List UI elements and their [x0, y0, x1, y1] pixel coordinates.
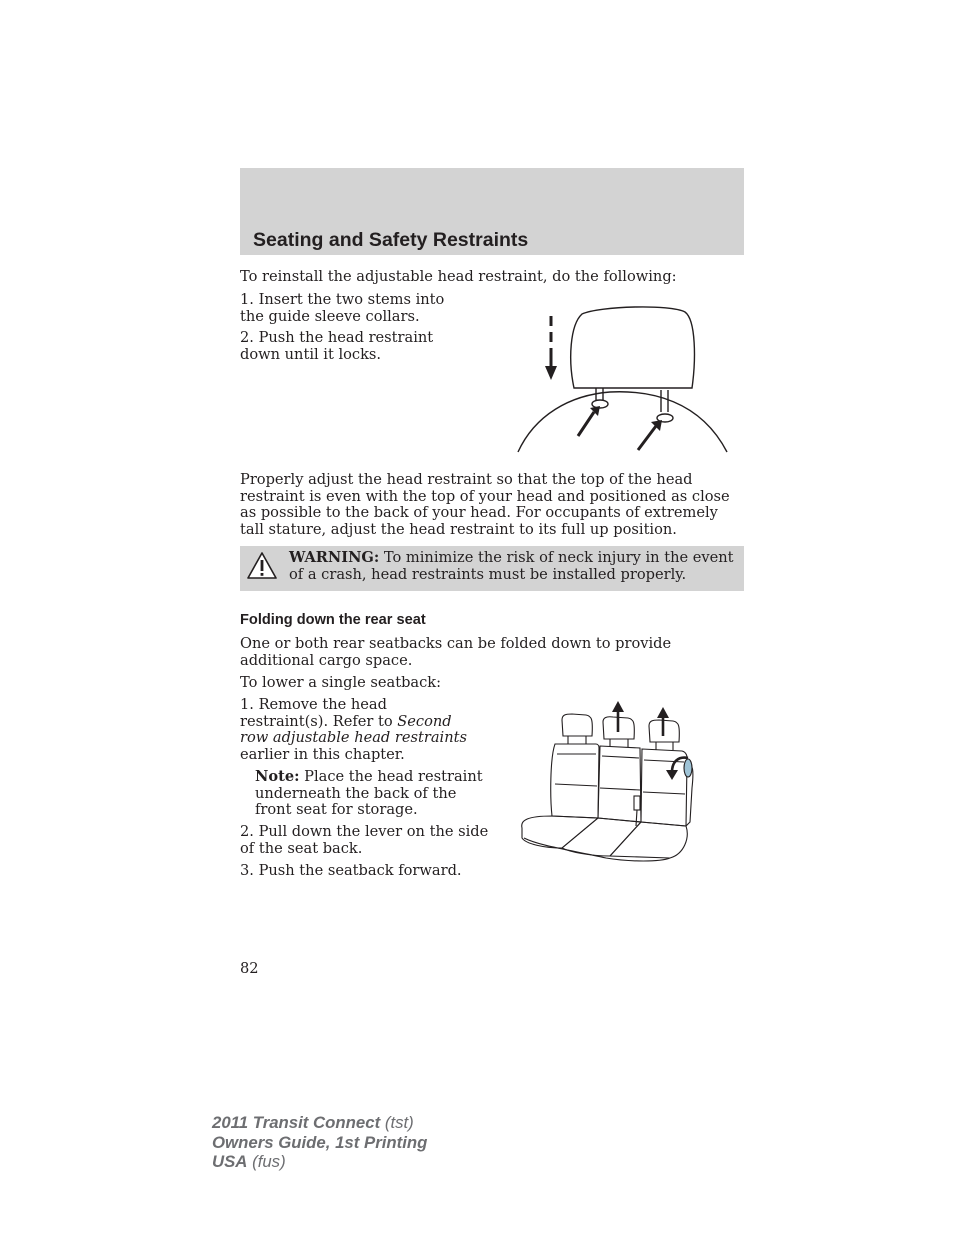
folding-rear-seat-heading: Folding down the rear seat	[240, 612, 426, 628]
note-text: Place the head restraint underneath the back of the front seat for storage.	[255, 768, 483, 819]
footer-line-1	[212, 1113, 427, 1133]
folding-step-2: 2. Pull down the lever on the side of the seat back.	[240, 823, 489, 857]
footer-model: 2011 Transit Connect	[212, 1113, 381, 1132]
warning-text	[289, 550, 739, 583]
warning-label: WARNING:	[289, 549, 380, 566]
second-row-reference: Second row adjustable head restraints	[240, 712, 467, 747]
reinstall-step-1: 1. Insert the two stems into the guide sleeve collars.	[240, 291, 445, 325]
footer-line-2: Owners Guide, 1st Printing	[212, 1132, 428, 1152]
warning-message: To minimize the risk of neck injury in the event of a crash, head restraints must be installed properly.	[289, 549, 734, 583]
folding-step-1-text: 1. Remove the head restraint(s). Refer to	[240, 696, 398, 730]
folding-intro: One or both rear seatbacks can be folded down to provide additional cargo space.	[240, 635, 672, 669]
folding-step-1-end: earlier in this chapter.	[240, 745, 405, 763]
reinstall-step-2: 2. Push the head restraint down until it locks.	[240, 329, 434, 363]
note-label: Note:	[255, 768, 300, 785]
document-footer	[212, 1113, 427, 1172]
footer-model-code: (tst)	[380, 1113, 414, 1132]
rear-seat-fold-illustration	[510, 698, 715, 863]
folding-step-3: 3. Push the seatback forward.	[240, 862, 462, 879]
footer-market-code: (fus)	[247, 1152, 286, 1171]
warning-triangle-icon	[246, 551, 278, 581]
headrest-install-illustration	[510, 300, 735, 458]
footer-line-3	[212, 1152, 427, 1172]
storage-note	[255, 769, 487, 819]
footer-market: USA	[212, 1152, 248, 1171]
adjust-head-restraint-paragraph: Properly adjust the head restraint so that the top of the head restraint is even with the top of your head and positioned as close as possible to the back of your head. For occupants of extremely tall stature, adjust the head restraint to its full up position.	[240, 471, 730, 538]
page-number: 82	[240, 960, 259, 977]
reinstall-intro: To reinstall the adjustable head restraint, do the following:	[240, 268, 677, 285]
section-title: Seating and Safety Restraints	[253, 229, 529, 251]
folding-step-1	[240, 697, 472, 763]
lower-single-seatback: To lower a single seatback:	[240, 674, 442, 691]
